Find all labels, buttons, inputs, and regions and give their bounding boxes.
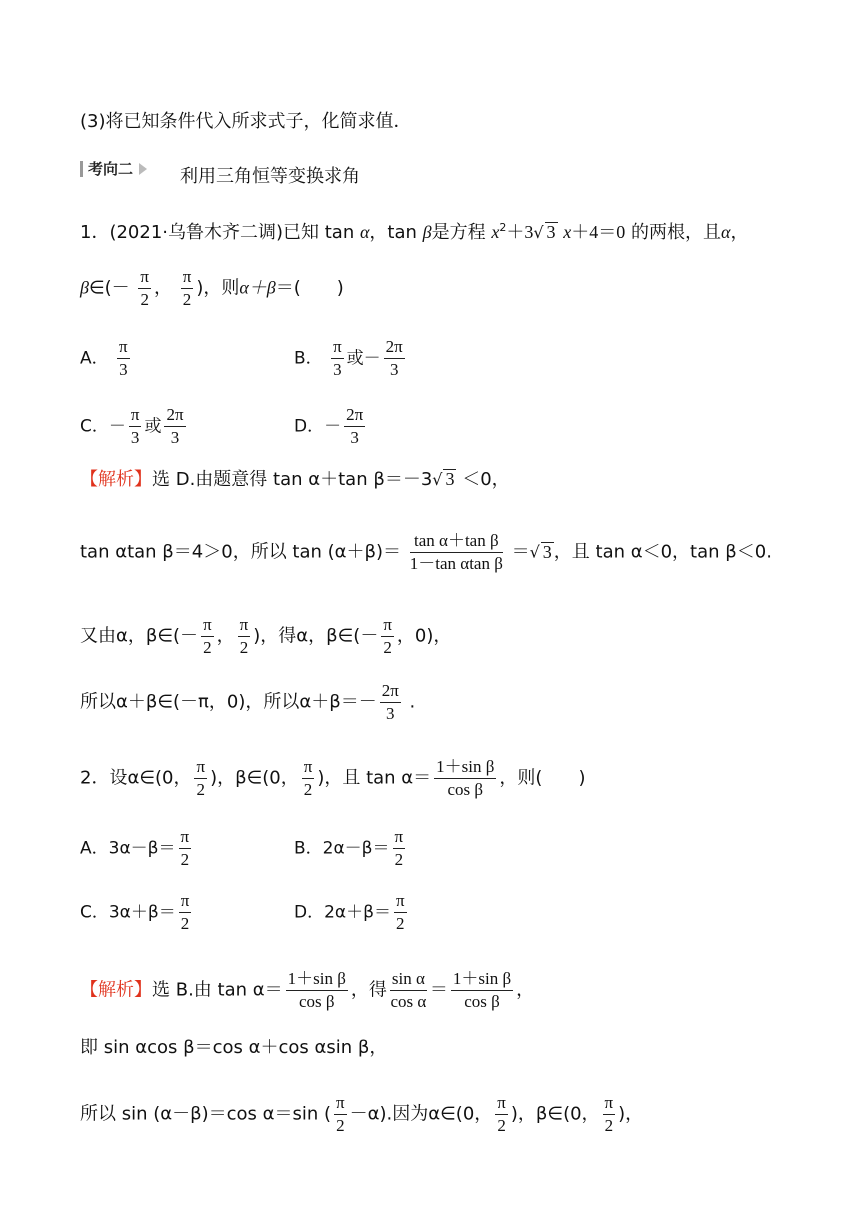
q2-line1 — [80, 756, 585, 801]
fraction — [451, 968, 513, 1013]
sol1-text: ＜0， — [462, 469, 510, 490]
frac-num: π — [394, 890, 407, 913]
sqrt-icon: √ — [533, 223, 544, 242]
q2-option-d — [294, 890, 410, 935]
frac-den: 3 — [130, 428, 140, 447]
tag-bar — [80, 161, 83, 177]
sol1-line1 — [80, 468, 510, 492]
frac-num: π — [194, 756, 207, 779]
frac-den: 2 — [182, 290, 192, 309]
frac-den: cos β — [447, 780, 484, 799]
q1-eq: ＋3 — [506, 222, 534, 242]
q1-option-d — [294, 404, 368, 449]
option-label: D．2α＋β＝ — [294, 902, 391, 923]
sol2-text: ，得 — [350, 979, 387, 1001]
frac-num: π — [179, 826, 192, 849]
option-label: A． — [80, 348, 109, 369]
fraction — [381, 614, 394, 659]
frac-den: 2 — [396, 914, 405, 933]
frac-den: 2 — [604, 1116, 614, 1135]
sol2-line1 — [80, 968, 534, 1013]
q1-text: ∈(－ — [88, 277, 130, 299]
frac-num: π — [238, 614, 251, 637]
sol2-text: 所以 sin (α－β)＝cos α＝sin ( — [80, 1103, 332, 1125]
frac-num: π — [334, 1092, 347, 1115]
fraction — [434, 756, 496, 801]
frac-num: π — [181, 266, 194, 289]
sol2-line2 — [80, 1036, 387, 1060]
option-label: D．－ — [294, 416, 342, 437]
beta: β — [80, 277, 89, 298]
sol1-text: ，0)， — [396, 625, 452, 647]
q2-option-b — [294, 826, 408, 871]
fraction — [334, 1092, 347, 1137]
frac-num: π — [138, 266, 151, 289]
sol1-text: ，且 tan α＜0，tan β＜0. — [553, 541, 772, 563]
frac-num: π — [302, 756, 315, 779]
sol1-text: tan αtan β＝4＞0，所以 tan (α＋β)＝ — [80, 541, 402, 563]
frac-num: π — [603, 1092, 616, 1115]
alpha: α — [721, 222, 731, 242]
frac-num: π — [381, 614, 394, 637]
frac-den: 1－tan αtan β — [409, 554, 503, 573]
var-x: x — [563, 222, 572, 242]
q2-text: )，且 tan α＝ — [317, 767, 432, 789]
q1-line1 — [80, 216, 748, 245]
sol2-text: 选 B.由 tan α＝ — [152, 979, 283, 1001]
sol2-text: 即 sin αcos β＝cos α＋cos αsin β， — [80, 1037, 388, 1058]
fraction — [286, 968, 348, 1013]
frac-num: π — [495, 1092, 508, 1115]
q2-text: 2．设α∈(0， — [80, 767, 192, 789]
option-label: C．－ — [80, 416, 126, 437]
sqrt-radicand: 3 — [445, 469, 455, 489]
frac-num: π — [129, 404, 142, 427]
sol1-text: . — [409, 691, 416, 713]
frac-num: π — [331, 336, 344, 359]
option-text: 或 — [144, 416, 162, 437]
q1-text: 1．(2021·乌鲁木齐二调)已知 tan — [80, 222, 360, 243]
tag-arrow-icon — [139, 163, 147, 175]
frac-den: 2 — [497, 1116, 506, 1135]
q2-option-c — [80, 890, 194, 935]
sol2-text: )， — [618, 1103, 644, 1125]
frac-den: 3 — [350, 428, 359, 447]
frac-den: 3 — [119, 360, 128, 379]
sol2-text: )，β∈(0， — [510, 1103, 600, 1125]
sol1-text: ＝ — [511, 541, 530, 563]
sol2-text: ＝ — [429, 979, 448, 1001]
sol1-text: )，得α，β∈(－ — [253, 625, 379, 647]
q2-option-a — [80, 826, 194, 871]
q1-text: ＝( ) — [275, 277, 344, 299]
option-label: A．3α－β＝ — [80, 838, 176, 859]
frac-num: 1＋sin β — [434, 756, 496, 779]
frac-den: 2 — [336, 1116, 345, 1135]
fraction — [181, 266, 194, 311]
q1-text: )，则 — [196, 277, 240, 299]
frac-den: 2 — [180, 850, 190, 869]
q1-text: ， — [154, 277, 172, 299]
fraction — [390, 968, 427, 1013]
sqrt-icon: √ — [432, 470, 443, 489]
frac-den: 2 — [303, 780, 313, 799]
q2-text: )，β∈(0， — [210, 767, 299, 789]
alpha: α — [359, 222, 370, 242]
exponent: 2 — [499, 221, 507, 234]
fraction — [394, 890, 407, 935]
sol2-text: －α).因为α∈(0， — [349, 1103, 493, 1125]
frac-den: 2 — [203, 638, 212, 657]
frac-num: π — [117, 336, 130, 359]
fraction — [410, 530, 503, 575]
fraction — [238, 614, 251, 659]
fraction — [194, 756, 207, 801]
fraction — [201, 614, 214, 659]
frac-den: cos β — [464, 992, 500, 1011]
frac-num: 1＋sin β — [286, 968, 348, 991]
sol1-text: ， — [216, 625, 235, 647]
sol1-text: 所以α＋β∈(－π，0)，所以α＋β＝－ — [80, 691, 377, 713]
sol1-line2 — [80, 530, 772, 575]
beta: β — [422, 222, 432, 242]
fraction — [331, 336, 344, 381]
section-tag — [80, 158, 147, 179]
fraction — [393, 826, 406, 871]
sol2-text: ， — [516, 979, 535, 1001]
frac-den: 3 — [333, 360, 342, 379]
option-label: C．3α＋β＝ — [80, 902, 176, 923]
section-title: 利用三角恒等变换求角 — [180, 166, 360, 187]
frac-num: 2π — [344, 404, 365, 427]
sol1-text: 又由α，β∈(－ — [80, 625, 199, 647]
sol1-text: 选 D.由题意得 tan α＋tan β＝－3 — [152, 469, 433, 490]
intro-line: (3)将已知条件代入所求式子，化简求值． — [80, 111, 412, 132]
sol1-line3 — [80, 614, 451, 659]
frac-den: 2 — [196, 780, 206, 799]
frac-num: sin α — [390, 968, 427, 991]
solution-tag: 【解析】 — [80, 469, 152, 490]
option-label: B． — [294, 348, 323, 369]
fraction — [495, 1092, 508, 1137]
frac-num: π — [179, 890, 192, 913]
frac-den: 2 — [239, 638, 249, 657]
fraction — [302, 756, 315, 801]
solution-tag: 【解析】 — [80, 979, 152, 1001]
q1-line2 — [80, 266, 344, 311]
fraction — [179, 890, 192, 935]
q1-text: 的两根，且 — [625, 222, 722, 243]
frac-den: 2 — [394, 850, 404, 869]
var-x: x — [491, 222, 500, 242]
sqrt-radicand: 3 — [546, 222, 556, 242]
frac-num: 2π — [384, 336, 405, 359]
fraction — [384, 336, 405, 381]
frac-den: 2 — [180, 914, 190, 933]
q1-text: 是方程 — [431, 222, 492, 243]
q1-option-c — [80, 404, 189, 449]
frac-num: π — [201, 614, 214, 637]
frac-den: 3 — [170, 428, 180, 447]
frac-num: 1＋sin β — [451, 968, 513, 991]
fraction — [603, 1092, 616, 1137]
fraction — [164, 404, 185, 449]
fraction — [179, 826, 192, 871]
q1-text: ，tan — [369, 222, 423, 243]
frac-num: 2π — [380, 680, 401, 703]
sqrt-radicand: 3 — [542, 541, 552, 562]
option-text: 或－ — [346, 348, 381, 369]
frac-den: cos α — [390, 992, 427, 1011]
fraction — [117, 336, 130, 381]
fraction — [380, 680, 401, 725]
q2-text: ，则( ) — [499, 767, 586, 789]
section-tag-label: 考向二 — [88, 160, 134, 178]
frac-num: π — [393, 826, 406, 849]
fraction — [344, 404, 365, 449]
frac-den: 2 — [383, 638, 392, 657]
fraction — [129, 404, 142, 449]
frac-den: 2 — [140, 290, 149, 309]
q1-option-a — [80, 336, 133, 381]
frac-num: tan α＋tan β — [410, 530, 503, 553]
q1-text: ， — [730, 222, 749, 243]
frac-num: 2π — [164, 404, 185, 427]
frac-den: 3 — [389, 360, 399, 379]
q1-eq: ＋4＝0 — [571, 222, 626, 242]
frac-den: 3 — [386, 704, 395, 723]
sol2-line3 — [80, 1092, 643, 1137]
sol1-line4 — [80, 680, 415, 725]
q1-option-b — [294, 336, 408, 381]
fraction — [138, 266, 151, 311]
option-label: B．2α－β＝ — [294, 838, 390, 859]
alpha-plus-beta: α＋β — [239, 277, 276, 298]
frac-den: cos β — [298, 992, 335, 1011]
sqrt-icon: √ — [529, 542, 540, 562]
